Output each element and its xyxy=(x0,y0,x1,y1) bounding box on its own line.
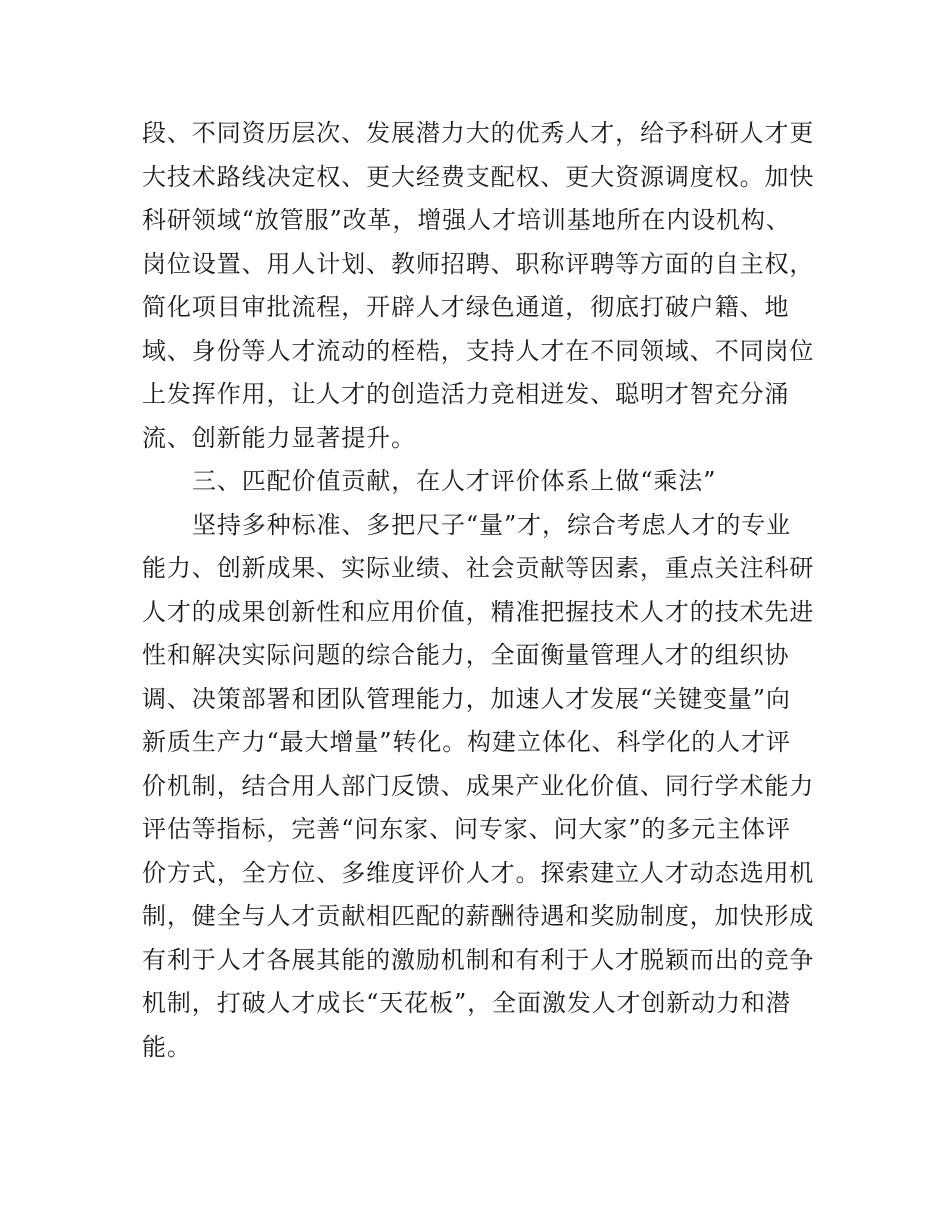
text-line: 能。 xyxy=(142,1032,192,1061)
text-line: 科研领域“放管服”改革，增强人才培训基地所在内设机构、 xyxy=(142,206,791,234)
text-line: 制，健全与人才贡献相匹配的薪酬待遇和奖励制度，加快形成 xyxy=(142,902,815,930)
text-line: 域、身份等人才流动的桎梏，支持人才在不同领域、不同岗位 xyxy=(142,336,815,365)
text-line: 调、决策部署和团队管理能力，加速人才发展“关键变量”向 xyxy=(142,684,791,713)
text-line: 评估等指标，完善“问东家、问专家、问大家”的多元主体评 xyxy=(142,815,791,843)
text-line: 岗位设置、用人计划、教师招聘、职称评聘等方面的自主权， xyxy=(142,249,815,278)
section-heading: 三、匹配价值贡献，在人才评价体系上做“乘法” xyxy=(192,467,717,495)
text-line: 价方式，全方位、多维度评价人才。探索建立人才动态选用机 xyxy=(142,858,815,887)
text-line: 大技术路线决定权、更大经费支配权、更大资源调度权。加快 xyxy=(142,162,815,191)
text-line: 价机制，结合用人部门反馈、成果产业化价值、同行学术能力 xyxy=(142,771,815,800)
text-line: 坚持多种标准、多把尺子“量”才，综合考虑人才的专业 xyxy=(192,510,792,539)
text-line: 段、不同资历层次、发展潜力大的优秀人才，给予科研人才更 xyxy=(142,119,815,147)
text-line: 机制，打破人才成长“天花板”，全面激发人才创新动力和潜 xyxy=(142,989,791,1017)
document-body xyxy=(142,112,815,1069)
text-line: 性和解决实际问题的综合能力，全面衡量管理人才的组织协 xyxy=(142,641,790,669)
text-line: 流、创新能力显著提升。 xyxy=(142,423,416,452)
text-line: 能力、创新成果、实际业绩、社会贡献等因素，重点关注科研 xyxy=(142,554,815,582)
text-line: 有利于人才各展其能的激励机制和有利于人才脱颖而出的竞争 xyxy=(142,945,815,974)
text-line: 简化项目审批流程，开辟人才绿色通道，彻底打破户籍、地 xyxy=(142,293,790,321)
text-line: 新质生产力“最大增量”转化。构建立体化、科学化的人才评 xyxy=(142,728,791,756)
text-line: 人才的成果创新性和应用价值，精准把握技术人才的技术先进 xyxy=(142,597,815,626)
text-line: 上发挥作用，让人才的创造活力竞相迸发、聪明才智充分涌 xyxy=(142,380,790,408)
